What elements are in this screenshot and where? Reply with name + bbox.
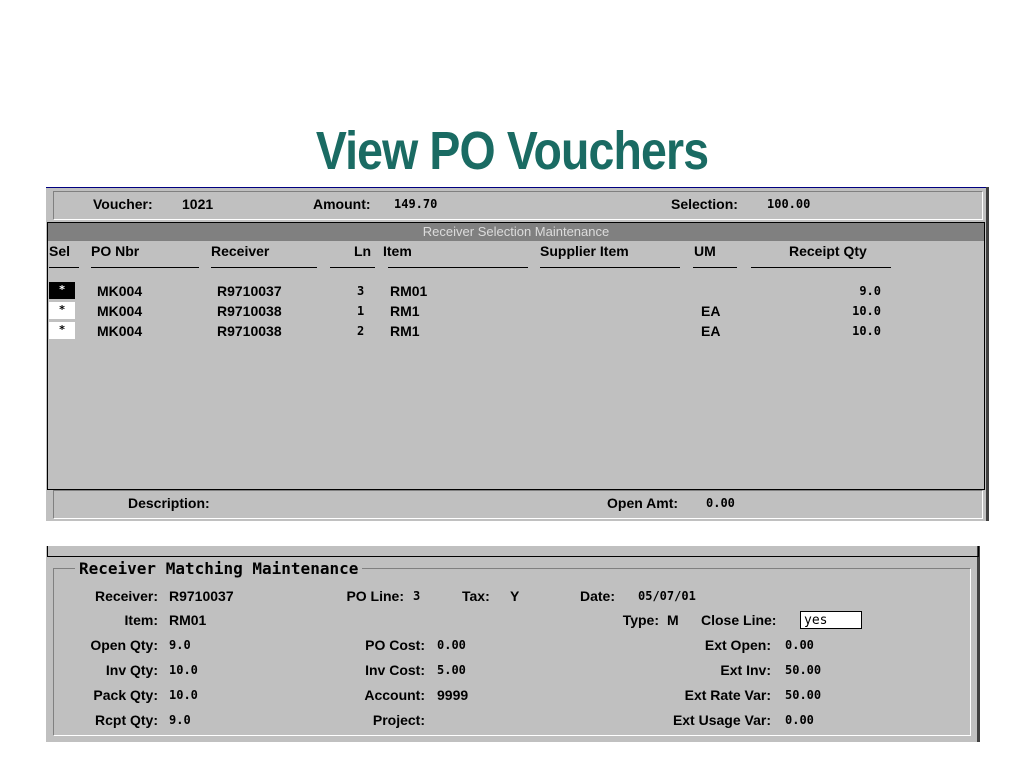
ext-usage-var-label: Ext Usage Var: [672,712,771,728]
close-line-label: Close Line: [701,612,777,628]
pack-qty-label: Pack Qty: [93,687,158,703]
receiver-value: R9710037 [169,588,234,604]
ext-rate-var-label: Ext Rate Var: [684,687,771,703]
ext-inv-label: Ext Inv: [720,662,771,678]
project-label: Project: [372,712,425,728]
receiver-label: Receiver: [94,588,158,604]
open-qty-label: Open Qty: [90,637,158,653]
type-value: M [667,612,679,628]
item-label: Item: [124,612,158,628]
open-amt-value: 0.00 [706,496,735,510]
col-po-nbr: PO Nbr [91,243,140,259]
account-value: 9999 [437,687,469,703]
col-sel: Sel [49,243,71,259]
po-line-value: 3 [413,589,421,603]
col-supplier-item: Supplier Item [540,243,629,259]
item-value: RM01 [169,612,207,628]
po-line-label: PO Line: [346,588,404,604]
slide-title: View PO Vouchers [315,121,709,181]
ext-rate-var-value: 50.00 [785,688,822,702]
amount-value: 149.70 [394,197,438,211]
row-ln-2: 1 [357,304,365,318]
row-um-3: EA [701,323,721,339]
receiver-matching-window [45,546,980,742]
row-select-3[interactable]: * [49,322,75,339]
pack-qty-value: 10.0 [169,688,198,702]
selection-label: Selection: [671,196,738,212]
row-qty-1: 9.0 [859,284,881,298]
row-ln-1: 3 [357,284,365,298]
close-line-input[interactable]: yes [800,611,862,629]
rcpt-qty-label: Rcpt Qty: [95,712,158,728]
ext-usage-var-value: 0.00 [785,713,814,727]
row-select-2[interactable]: * [49,302,75,319]
rcpt-qty-value: 9.0 [169,713,191,727]
col-ln: Ln [354,243,372,259]
po-cost-value: 0.00 [437,638,466,652]
row-receiver-2: R9710038 [217,303,282,319]
tax-label: Tax: [462,588,490,604]
date-label: Date: [580,588,616,604]
receiver-selection-window [45,187,989,521]
col-receipt-qty: Receipt Qty [789,243,867,259]
row-po-3: MK004 [97,323,143,339]
ext-open-label: Ext Open: [704,637,771,653]
inv-cost-value: 5.00 [437,663,466,677]
receiver-table [47,222,985,490]
row-ln-3: 2 [357,324,365,338]
tax-value: Y [510,588,520,604]
row-receiver-3: R9710038 [217,323,282,339]
row-item-3: RM1 [390,323,420,339]
open-amt-label: Open Amt: [607,495,679,511]
row-item-2: RM1 [390,303,420,319]
amount-label: Amount: [313,196,371,212]
open-qty-value: 9.0 [169,638,191,652]
po-cost-label: PO Cost: [365,637,425,653]
type-label: Type: [622,612,659,628]
row-select-1[interactable]: * [49,282,75,299]
account-label: Account: [364,687,425,703]
row-qty-3: 10.0 [852,324,881,338]
receiver-selection-title: Receiver Selection Maintenance [48,223,984,241]
description-label: Description: [128,495,210,511]
matching-title: Receiver Matching Maintenance [75,559,362,578]
row-item-1: RM01 [390,283,428,299]
row-qty-2: 10.0 [852,304,881,318]
row-um-2: EA [701,303,721,319]
row-po-2: MK004 [97,303,143,319]
row-receiver-1: R9710037 [217,283,282,299]
col-um: UM [694,243,716,259]
inv-cost-label: Inv Cost: [365,662,425,678]
col-receiver: Receiver [211,243,270,259]
row-po-1: MK004 [97,283,143,299]
voucher-label: Voucher: [93,196,153,212]
inv-qty-value: 10.0 [169,663,198,677]
inv-qty-label: Inv Qty: [105,662,158,678]
ext-open-value: 0.00 [785,638,814,652]
ext-inv-value: 50.00 [785,663,822,677]
col-item: Item [383,243,412,259]
selection-value: 100.00 [767,197,811,211]
date-value: 05/07/01 [638,589,696,603]
voucher-value: 1021 [182,196,214,212]
